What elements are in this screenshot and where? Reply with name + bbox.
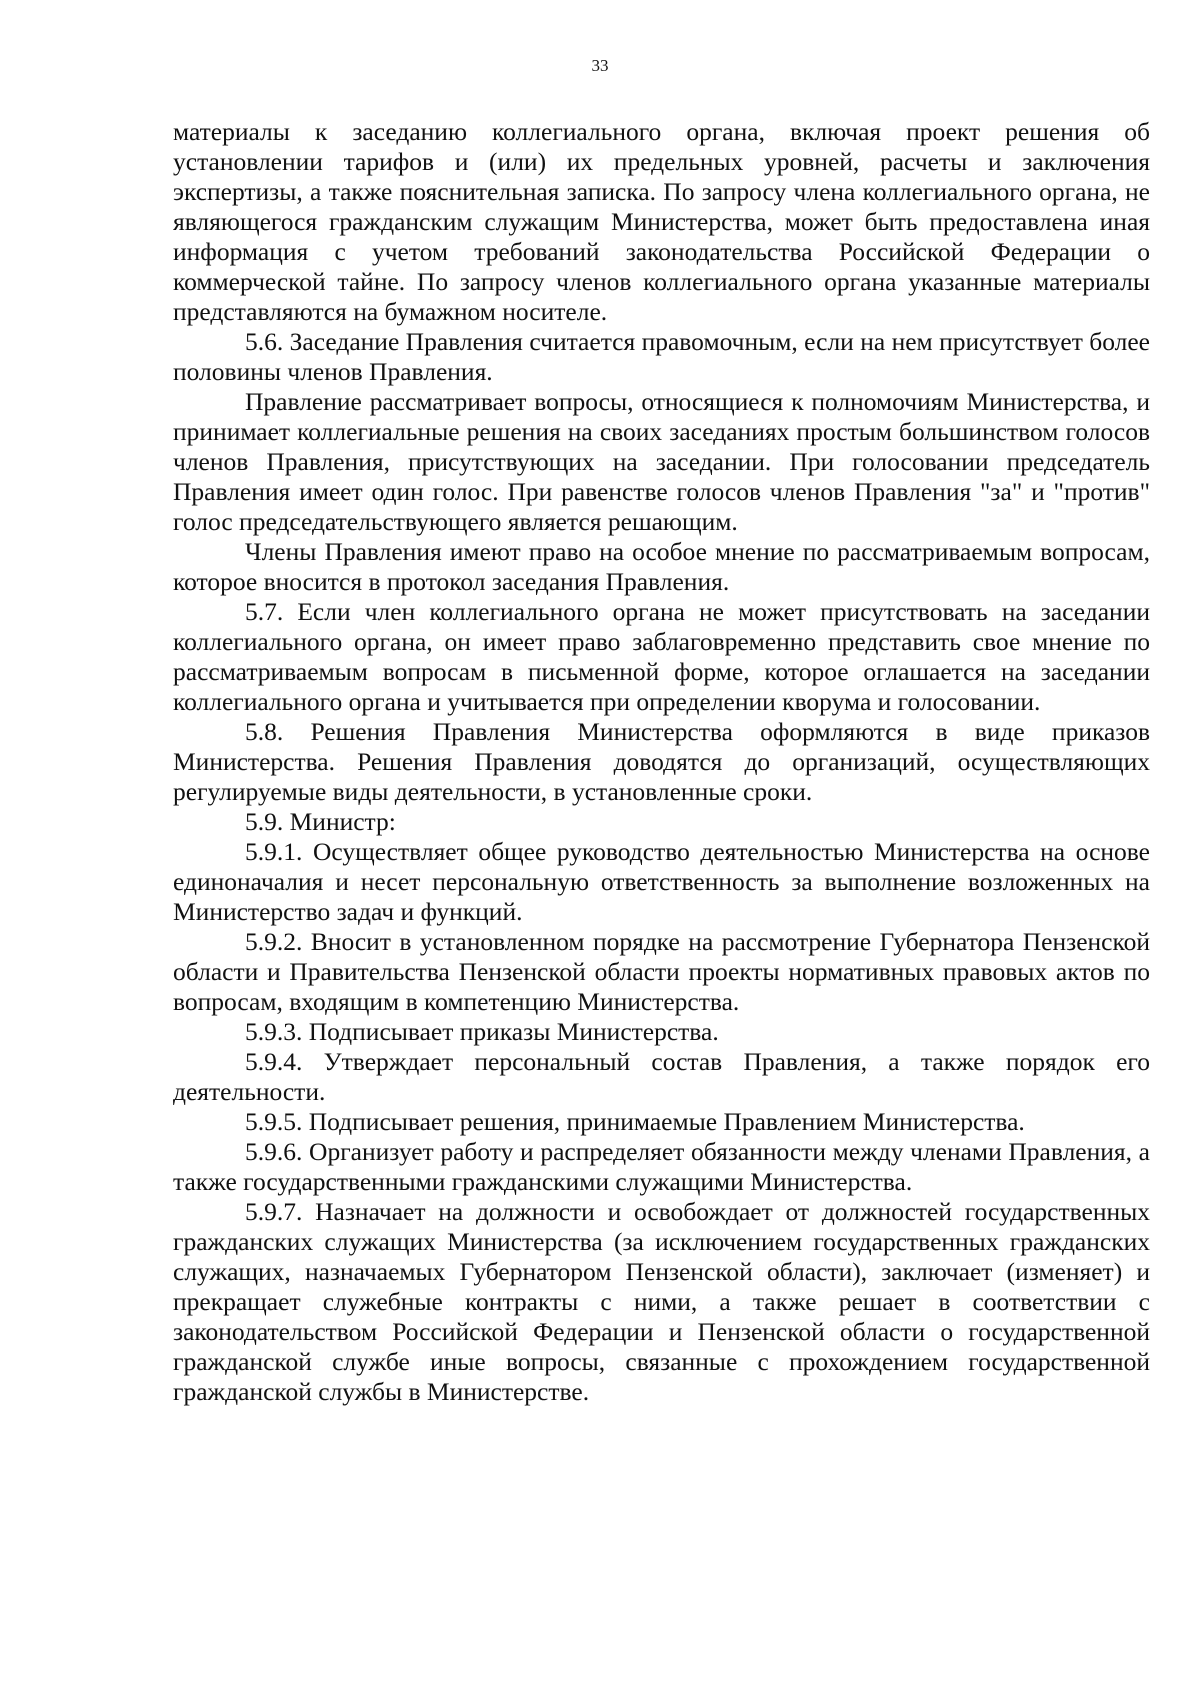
paragraph: Правление рассматривает вопросы, относящиеся к полномочиям Министерства, и принимает коллегиальные решения на своих заседаниях простым большинством голосов членов Правления, присутствующих на заседании. При голосовании председатель Правления имеет один голос. При равенстве голосов членов Правления "за" и "против" голос председательствующего является решающим.	[173, 387, 1150, 536]
paragraph: 5.9.6. Организует работу и распределяет обязанности между членами Правления, а также государственными гражданскими служащими Министерства.	[173, 1137, 1150, 1196]
paragraph: 5.9.5. Подписывает решения, принимаемые Правлением Министерства.	[245, 1107, 1025, 1136]
paragraph: 5.9.3. Подписывает приказы Министерства.	[245, 1017, 719, 1046]
paragraph: 5.9.2. Вносит в установленном порядке на рассмотрение Губернатора Пензенской области и Правительства Пензенской области проекты нормативных правовых актов по вопросам, входящим в компетенцию Министерства.	[173, 927, 1150, 1016]
paragraph: материалы к заседанию коллегиального органа, включая проект решения об установлении тарифов и (или) их предельных уровней, расчеты и заключения экспертизы, а также пояснительная записка. По запросу члена коллегиального органа, не являющегося гражданским служащим Министерства, может быть предоставлена иная информация с учетом требований законодательства Российской Федерации о коммерческой тайне. По запросу членов коллегиального органа указанные материалы представляются на бумажном носителе.	[173, 117, 1150, 326]
paragraph: 5.9. Министр:	[245, 807, 396, 836]
paragraph: 5.9.1. Осуществляет общее руководство деятельностью Министерства на основе единоначалия и несет персональную ответственность за выполнение возложенных на Министерство задач и функций.	[173, 837, 1150, 926]
paragraph: 5.6. Заседание Правления считается правомочным, если на нем присутствует более половины членов Правления.	[173, 327, 1150, 386]
page-number: 33	[591, 56, 609, 75]
paragraph: 5.8. Решения Правления Министерства оформляются в виде приказов Министерства. Решения Правления доводятся до организаций, осуществляющих регулируемые виды деятельности, в установленные сроки.	[173, 717, 1150, 806]
paragraph: Члены Правления имеют право на особое мнение по рассматриваемым вопросам, которое вносится в протокол заседания Правления.	[173, 537, 1150, 596]
paragraph: 5.7. Если член коллегиального органа не может присутствовать на заседании коллегиального органа, он имеет право заблаговременно представить свое мнение по рассматриваемым вопросам в письменной форме, которое оглашается на заседании коллегиального органа и учитывается при определении кворума и голосовании.	[173, 597, 1150, 716]
document-body	[173, 117, 1150, 1407]
paragraph: 5.9.4. Утверждает персональный состав Правления, а также порядок его деятельности.	[173, 1047, 1150, 1106]
paragraph: 5.9.7. Назначает на должности и освобождает от должностей государственных гражданских служащих Министерства (за исключением государственных гражданских служащих, назначаемых Губернатором Пензенской области), заключает (изменяет) и прекращает служебные контракты с ними, а также решает в соответствии с законодательством Российской Федерации и Пензенской области о государственной гражданской службе иные вопросы, связанные с прохождением государственной гражданской службы в Министерстве.	[173, 1197, 1150, 1406]
